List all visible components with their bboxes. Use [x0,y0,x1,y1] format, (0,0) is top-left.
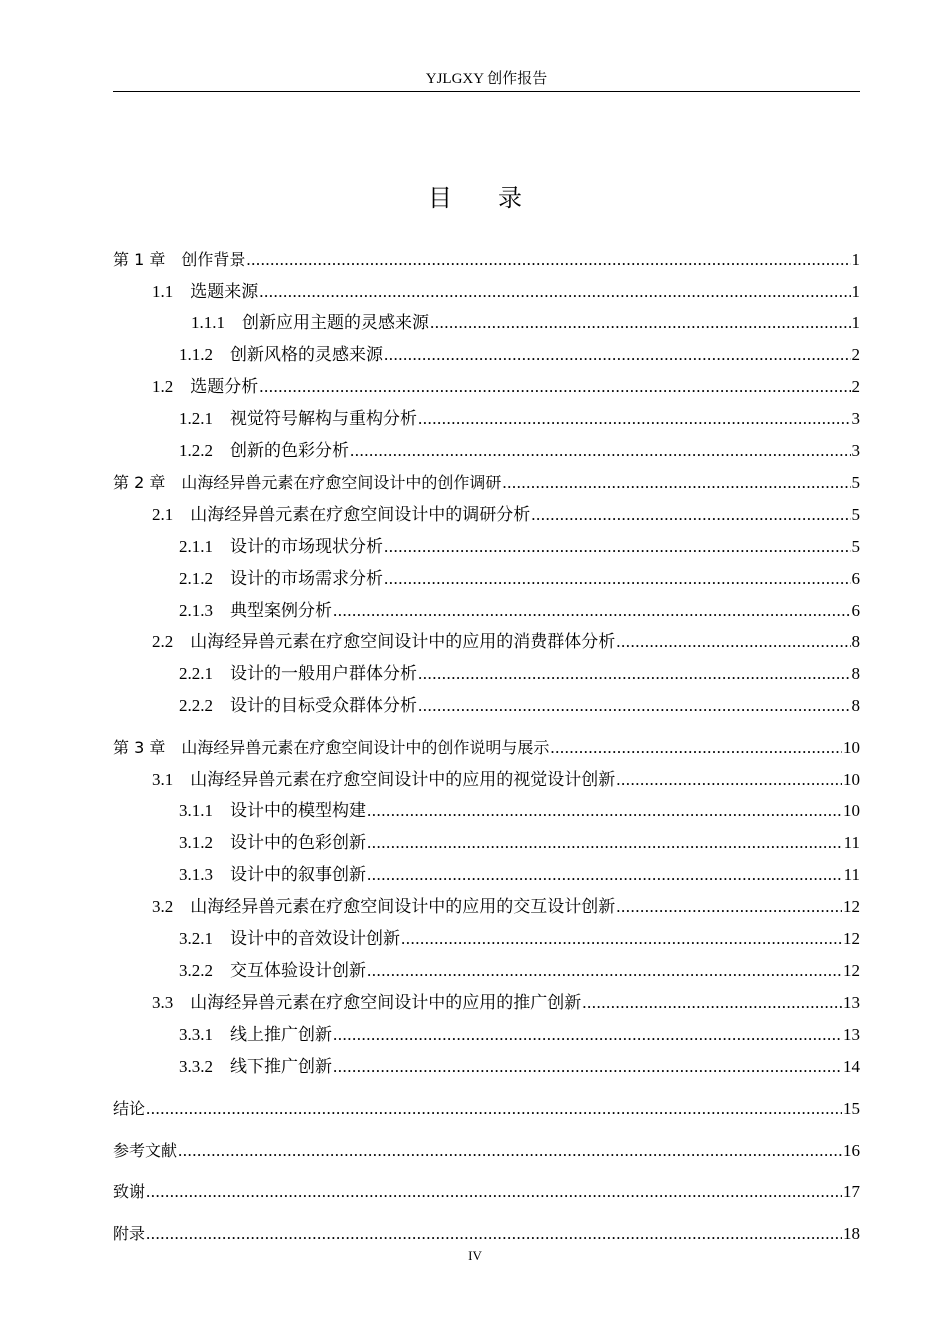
toc-entry[interactable] [113,991,860,1015]
toc-entry-title: 设计的目标受众群体分析 [230,696,417,715]
toc-entry[interactable] [113,831,860,855]
toc-leader-dots [502,471,850,495]
toc-entry[interactable] [113,863,860,887]
toc-leader-dots [146,1180,842,1204]
toc-entry[interactable] [113,311,860,335]
toc-entry-number: 2.1.3 [179,601,230,620]
toc-leader-dots [616,768,842,792]
toc-entry-title: 结论 [113,1099,146,1118]
toc-entry-title: 山海经异兽元素在疗愈空间设计中的调研分析 [190,505,531,524]
toc-entry-number: 1.2.2 [179,441,230,460]
toc-entry-page: 1 [851,313,860,332]
toc-leader-dots [384,535,851,559]
toc-entry-page: 5 [851,505,860,524]
toc-entry-page: 15 [843,1099,860,1118]
toc-entry[interactable] [113,736,860,760]
toc-entry-title: 创新的色彩分析 [230,441,349,460]
toc-entry-title: 山海经异兽元素在疗愈空间设计中的应用的消费群体分析 [190,632,616,651]
page-header: YJLGXY 创作报告 [113,70,860,92]
toc-leader-dots [367,863,843,887]
toc-entry-page: 10 [843,801,860,820]
toc-entry-page: 10 [843,770,860,789]
toc-entry-number: 1.1 [152,282,191,301]
toc-entry-page: 11 [843,865,860,884]
toc-leader-dots [550,736,842,760]
toc-entry-references[interactable] [113,1139,860,1163]
toc-title: 目录 [428,186,568,212]
toc-leader-dots [384,567,851,591]
toc-entry-title: 设计中的模型构建 [230,801,366,820]
toc-entry[interactable] [113,1055,860,1079]
toc-entry[interactable] [113,927,860,951]
toc-entry-page: 14 [843,1057,860,1076]
toc-leader-dots [418,407,851,431]
toc-entry-number: 第 2 章 [113,473,182,492]
toc-entry-number: 3.2 [152,897,191,916]
toc-entry-title: 线下推广创新 [230,1057,332,1076]
toc-leader-dots [582,991,842,1015]
toc-entry-page: 2 [851,377,860,396]
toc-leader-dots [246,248,850,272]
toc-entry-title: 设计中的色彩创新 [230,833,366,852]
toc-entry-title: 典型案例分析 [230,601,332,620]
toc-entry[interactable] [113,471,860,495]
toc-entry-title: 创新应用主题的灵感来源 [242,313,429,332]
toc-entry-page: 13 [843,1025,860,1044]
toc-entry-number: 2.2.2 [179,696,230,715]
toc-entry[interactable] [113,280,860,304]
toc-entry-title: 选题来源 [190,282,259,301]
toc-entry-acknowledgements[interactable] [113,1180,860,1204]
toc-entry[interactable] [113,535,860,559]
toc-leader-dots [333,1023,842,1047]
toc-entry-page: 13 [843,993,860,1012]
toc-leader-dots [367,959,842,983]
toc-entry-page: 1 [851,250,860,269]
toc-leader-dots [146,1222,842,1246]
toc-entry[interactable] [113,375,860,399]
toc-entry-number: 1.1.2 [179,345,230,364]
toc-entry[interactable] [113,407,860,431]
toc-entry-number: 3.1.2 [179,833,230,852]
toc-leader-dots [430,311,851,335]
toc-entry-page: 1 [851,282,860,301]
toc-entry-number: 2.2.1 [179,664,230,683]
toc-entry-page: 10 [843,738,860,757]
toc-leader-dots [418,662,851,686]
toc-leader-dots [333,599,851,623]
toc-entry-number: 3.1 [152,770,191,789]
toc-entry[interactable] [113,799,860,823]
toc-entry-title: 线上推广创新 [230,1025,332,1044]
toc-entry-title: 设计中的叙事创新 [230,865,366,884]
toc-leader-dots [418,694,851,718]
toc-entry-page: 2 [851,345,860,364]
toc-entry-number: 2.1 [152,505,191,524]
toc-entry-title: 参考文献 [113,1141,178,1160]
toc-entry-page: 6 [851,569,860,588]
toc-entry-page: 17 [843,1182,860,1201]
toc-entry[interactable] [113,439,860,463]
page-number: IV [468,1248,482,1263]
toc-entry-title: 设计的一般用户群体分析 [230,664,417,683]
toc-leader-dots [146,1097,842,1121]
toc-entry-appendix[interactable] [113,1222,860,1246]
toc-entry-page: 12 [843,929,860,948]
toc-entry-page: 12 [843,961,860,980]
toc-entry-page: 18 [843,1224,860,1243]
toc-entry-page: 8 [851,696,860,715]
toc-entry-page: 5 [851,537,860,556]
toc-entry-page: 12 [843,897,860,916]
toc-leader-dots [531,503,850,527]
toc-leader-dots [367,799,842,823]
toc-entry-page: 3 [851,409,860,428]
toc-entry-title: 设计中的音效设计创新 [230,929,400,948]
toc-entry-number: 1.2.1 [179,409,230,428]
toc-entry-title: 选题分析 [190,377,259,396]
toc-entry[interactable] [113,630,860,654]
toc-entry-number: 3.2.2 [179,961,230,980]
toc-entry-number: 第 1 章 [113,250,182,269]
toc-entry-number: 3.1.1 [179,801,230,820]
toc-entry-number: 2.1.2 [179,569,230,588]
toc-entry-number: 2.2 [152,632,191,651]
toc-entry-title: 视觉符号解构与重构分析 [230,409,417,428]
toc-entry-page: 6 [851,601,860,620]
toc-entry-page: 3 [851,441,860,460]
toc-entry[interactable] [113,248,860,272]
toc-entry-title: 山海经异兽元素在疗愈空间设计中的创作调研 [181,473,502,492]
toc-entry-title: 创新风格的灵感来源 [230,345,383,364]
toc-leader-dots [259,280,850,304]
toc-entry-number: 3.2.1 [179,929,230,948]
toc-leader-dots [616,895,842,919]
toc-entry[interactable] [113,895,860,919]
toc-leader-dots [367,831,843,855]
toc-entry-title: 山海经异兽元素在疗愈空间设计中的应用的交互设计创新 [190,897,616,916]
toc-entry-number: 3.3.1 [179,1025,230,1044]
toc-entry[interactable] [113,768,860,792]
toc-entry-title: 交互体验设计创新 [230,961,366,980]
toc-entry-number: 3.3 [152,993,191,1012]
toc-leader-dots [178,1139,842,1163]
toc-entry-title: 山海经异兽元素在疗愈空间设计中的应用的视觉设计创新 [190,770,616,789]
toc-entry-number: 第 3 章 [113,738,182,757]
toc-entry-title: 设计的市场现状分析 [230,537,383,556]
toc-entry-page: 8 [851,632,860,651]
toc-entry[interactable] [113,959,860,983]
toc-entry-page: 11 [843,833,860,852]
toc-leader-dots [384,343,851,367]
toc-entry-title: 创作背景 [181,250,246,269]
toc-entry[interactable] [113,694,860,718]
toc-entry-number: 1.2 [152,377,191,396]
toc-entry-title: 山海经异兽元素在疗愈空间设计中的应用的推广创新 [190,993,582,1012]
toc-leader-dots [616,630,850,654]
toc-entry-page: 16 [843,1141,860,1160]
toc-entry-title: 附录 [113,1224,146,1243]
toc-entry[interactable] [113,1023,860,1047]
toc-leader-dots [333,1055,842,1079]
toc-entry-number: 2.1.1 [179,537,230,556]
toc-leader-dots [350,439,851,463]
toc-leader-dots [401,927,842,951]
toc-entry[interactable] [113,503,860,527]
toc-entry-title: 设计的市场需求分析 [230,569,383,588]
toc-entry-conclusion[interactable] [113,1097,860,1121]
toc-entry-page: 5 [851,473,860,492]
toc-entry[interactable] [113,662,860,686]
toc-entry-number: 1.1.1 [191,313,242,332]
toc-entry-page: 8 [851,664,860,683]
toc-entry[interactable] [113,567,860,591]
toc-entry[interactable] [113,343,860,367]
toc-entry-title: 山海经异兽元素在疗愈空间设计中的创作说明与展示 [181,738,550,757]
toc-entry[interactable] [113,599,860,623]
toc-leader-dots [259,375,850,399]
toc-entry-title: 致谢 [113,1182,146,1201]
toc-entry-number: 3.3.2 [179,1057,230,1076]
toc-entry-number: 3.1.3 [179,865,230,884]
